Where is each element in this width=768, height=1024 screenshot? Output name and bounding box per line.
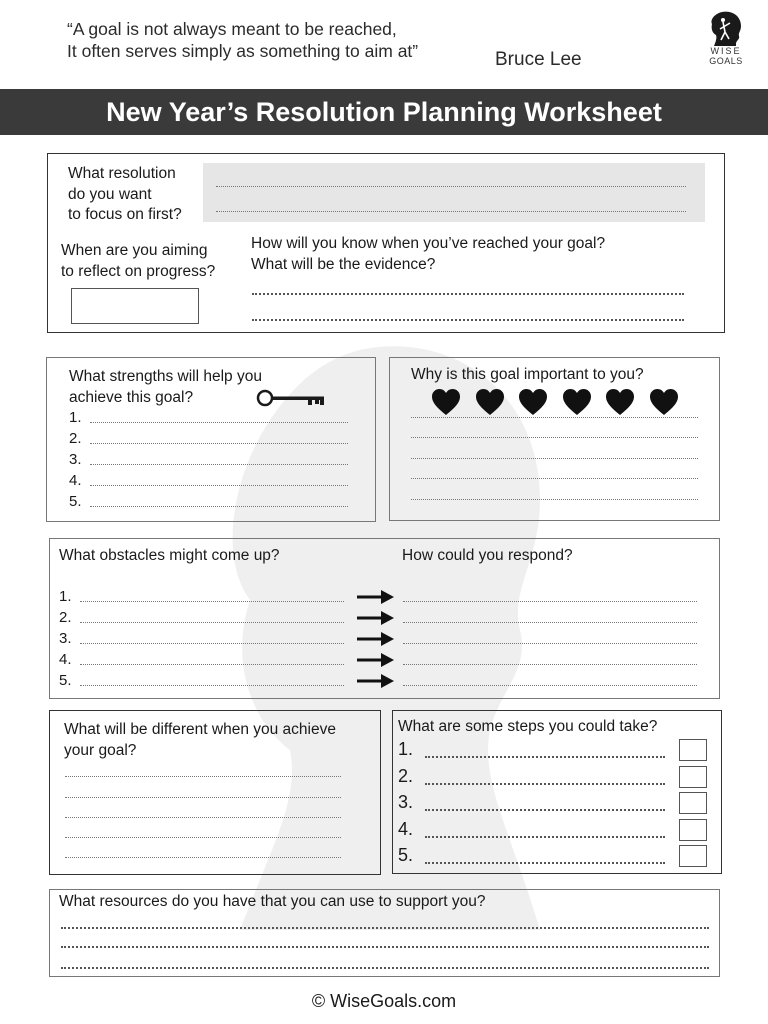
- answer-line[interactable]: [80, 622, 344, 623]
- answer-line[interactable]: [65, 837, 341, 838]
- step-checkbox[interactable]: [679, 739, 707, 761]
- answer-line[interactable]: [403, 643, 697, 644]
- importance-question: Why is this goal important to you?: [411, 366, 644, 383]
- quote-line-2: It often serves simply as something to aim at”: [67, 41, 419, 61]
- answer-line[interactable]: [65, 857, 341, 858]
- logo-text-goals: GOALS: [709, 56, 743, 66]
- answer-line[interactable]: [61, 967, 709, 969]
- answer-line[interactable]: [65, 817, 341, 818]
- list-number: 2.: [69, 430, 82, 447]
- logo: [703, 10, 749, 80]
- answer-line[interactable]: [425, 836, 665, 838]
- answer-line[interactable]: [425, 862, 665, 864]
- heart-icon: [562, 388, 592, 416]
- answer-line[interactable]: [80, 685, 344, 686]
- list-number: 3.: [69, 451, 82, 468]
- heart-icon: [605, 388, 635, 416]
- answer-line[interactable]: [411, 478, 698, 479]
- list-number: 5.: [59, 672, 72, 689]
- step-checkbox[interactable]: [679, 766, 707, 788]
- answer-line[interactable]: [90, 443, 348, 444]
- heart-icon: [518, 388, 548, 416]
- list-number: 5.: [398, 845, 414, 865]
- resolution-question: What resolution do you want to focus on first?: [68, 165, 182, 223]
- reflect-date-field[interactable]: [71, 288, 199, 324]
- list-number: 3.: [398, 792, 414, 812]
- key-icon: [256, 388, 326, 408]
- response-question: How could you respond?: [402, 547, 573, 564]
- answer-line[interactable]: [411, 499, 698, 500]
- answer-line: [216, 186, 686, 187]
- arrow-right-icon: [357, 673, 395, 689]
- answer-line[interactable]: [403, 622, 697, 623]
- evidence-question: How will you know when you’ve reached your goal? What will be the evidence?: [251, 235, 606, 273]
- answer-line[interactable]: [80, 643, 344, 644]
- answer-line[interactable]: [90, 506, 348, 507]
- arrow-right-icon: [357, 631, 395, 647]
- answer-line[interactable]: [403, 685, 697, 686]
- list-number: 1.: [69, 409, 82, 426]
- answer-line[interactable]: [403, 601, 697, 602]
- answer-line[interactable]: [61, 946, 709, 948]
- copyright-footer: © WiseGoals.com: [311, 991, 457, 1011]
- different-question: What will be different when you achieve your goal?: [64, 721, 336, 759]
- list-number: 1.: [398, 739, 414, 759]
- answer-line[interactable]: [252, 319, 684, 321]
- obstacles-question: What obstacles might come up?: [59, 547, 280, 564]
- answer-line[interactable]: [61, 927, 709, 929]
- answer-line[interactable]: [425, 783, 665, 785]
- answer-line[interactable]: [411, 458, 698, 459]
- quote: [67, 18, 418, 62]
- answer-line[interactable]: [90, 485, 348, 486]
- answer-line[interactable]: [65, 797, 341, 798]
- heart-icon: [649, 388, 679, 416]
- heart-icon: [431, 388, 461, 416]
- arrow-right-icon: [357, 589, 395, 605]
- quote-line-1: “A goal is not always meant to be reached,: [67, 19, 397, 39]
- answer-line[interactable]: [80, 601, 344, 602]
- answer-line[interactable]: [425, 756, 665, 758]
- answer-line[interactable]: [403, 664, 697, 665]
- strengths-question: What strengths will help you achieve this goal?: [69, 368, 262, 406]
- list-number: 1.: [59, 588, 72, 605]
- resolution-answer-field[interactable]: [203, 163, 705, 222]
- quote-author: Bruce Lee: [495, 49, 582, 70]
- answer-line[interactable]: [411, 437, 698, 438]
- answer-line[interactable]: [65, 776, 341, 777]
- answer-line[interactable]: [90, 464, 348, 465]
- steps-question: What are some steps you could take?: [398, 718, 658, 735]
- answer-line: [216, 211, 686, 212]
- arrow-right-icon: [357, 610, 395, 626]
- reflect-question: When are you aiming to reflect on progress?: [61, 242, 216, 280]
- silhouette-head-icon: [708, 10, 744, 46]
- list-number: 2.: [398, 765, 414, 786]
- heart-icon: [475, 388, 505, 416]
- step-checkbox[interactable]: [679, 819, 707, 841]
- answer-line[interactable]: [80, 664, 344, 665]
- list-number: 5.: [69, 493, 82, 510]
- logo-text-wise: WISE: [710, 46, 742, 56]
- arrow-right-icon: [357, 652, 395, 668]
- step-checkbox[interactable]: [679, 792, 707, 814]
- answer-line[interactable]: [425, 809, 665, 811]
- list-number: 4.: [59, 651, 72, 668]
- page-title: New Year’s Resolution Planning Worksheet: [0, 89, 768, 135]
- answer-line[interactable]: [411, 417, 698, 418]
- answer-line[interactable]: [90, 422, 348, 423]
- list-number: 4.: [398, 818, 414, 839]
- list-number: 4.: [69, 472, 82, 489]
- resources-question: What resources do you have that you can use to support you?: [59, 893, 486, 910]
- answer-line[interactable]: [252, 293, 684, 295]
- list-number: 3.: [59, 630, 72, 647]
- list-number: 2.: [59, 609, 72, 626]
- step-checkbox[interactable]: [679, 845, 707, 867]
